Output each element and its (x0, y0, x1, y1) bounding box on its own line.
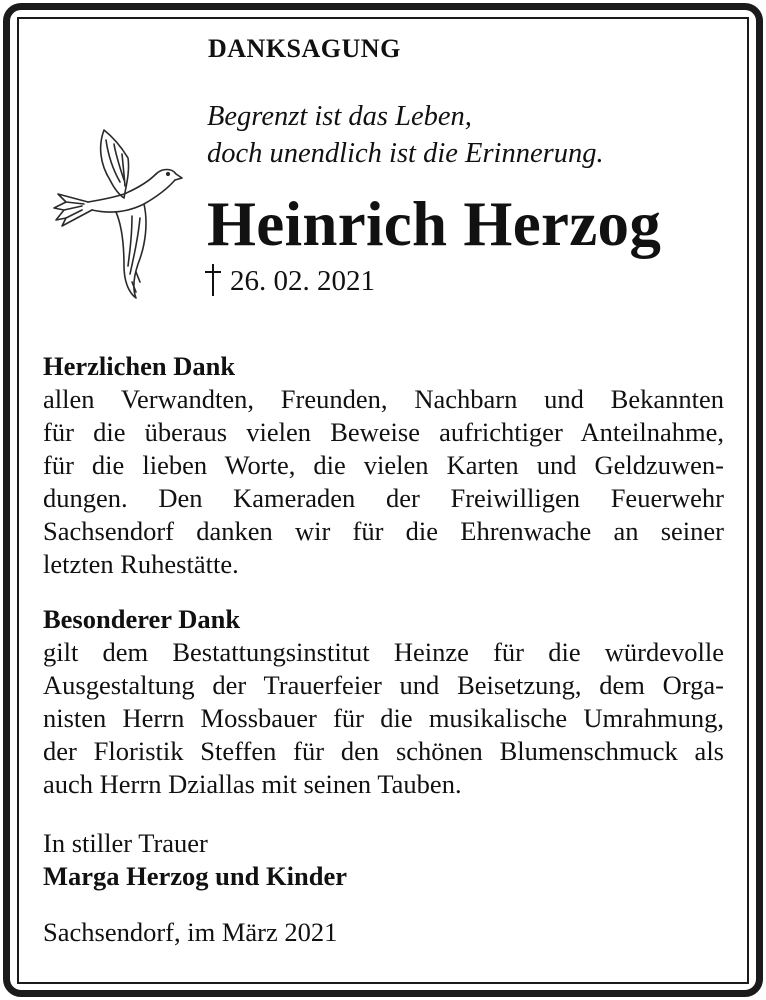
thanks-2-line: nisten Herrn Mossbauer für die musikalische Umrahmung, (43, 703, 724, 733)
death-date: 26. 02. 2021 (230, 265, 375, 297)
thanks-2-line: auch Herrn Dziallas mit seinen Tauben. (43, 769, 462, 799)
motto-line-2: doch unendlich ist die Erinnerung. (207, 138, 604, 169)
thanks-2-line: der Floristik Steffen für den schönen Blumenschmuck als (43, 736, 724, 766)
signatories: Marga Herzog und Kinder (43, 861, 347, 891)
thanks-1-line: für die überaus vielen Beweise aufrichtiger Anteilnahme, (43, 417, 724, 447)
thanks-section-1 (43, 350, 724, 581)
thanks-2-line: gilt dem Bestattungsinstitut Heinze für die würdevolle (43, 637, 724, 667)
death-date-line (204, 265, 375, 298)
thanks-1-line: Sachsendorf danken wir für die Ehrenwache an seiner (43, 516, 724, 546)
thanks-1-title: Herzlichen Dank (43, 351, 236, 381)
thanks-1-line: allen Verwandten, Freunden, Nachbarn und Bekannten (43, 384, 724, 414)
notice-heading: DANKSAGUNG (208, 34, 401, 63)
closing (43, 827, 347, 893)
place-date: Sachsendorf, im März 2021 (43, 917, 338, 947)
dove-icon (52, 122, 184, 302)
thanks-section-2 (43, 603, 724, 801)
thanks-1-line: für die lieben Worte, die vielen Karten und Geldzuwen- (43, 450, 724, 480)
motto-line-1: Begrenzt ist das Leben, (207, 101, 472, 132)
thanks-2-title: Besonderer Dank (43, 604, 241, 634)
thanks-2-line: Ausgestaltung der Trauerfeier und Beisetzung, dem Orga- (43, 670, 724, 700)
deceased-name: Heinrich Herzog (207, 189, 662, 259)
thanks-1-line: dungen. Den Kameraden der Freiwilligen Feuerwehr (43, 483, 724, 513)
motto (207, 98, 604, 172)
thanks-1-line: letzten Ruhestätte. (43, 549, 239, 579)
closing-phrase: In stiller Trauer (43, 828, 208, 858)
cross-icon (204, 263, 222, 297)
